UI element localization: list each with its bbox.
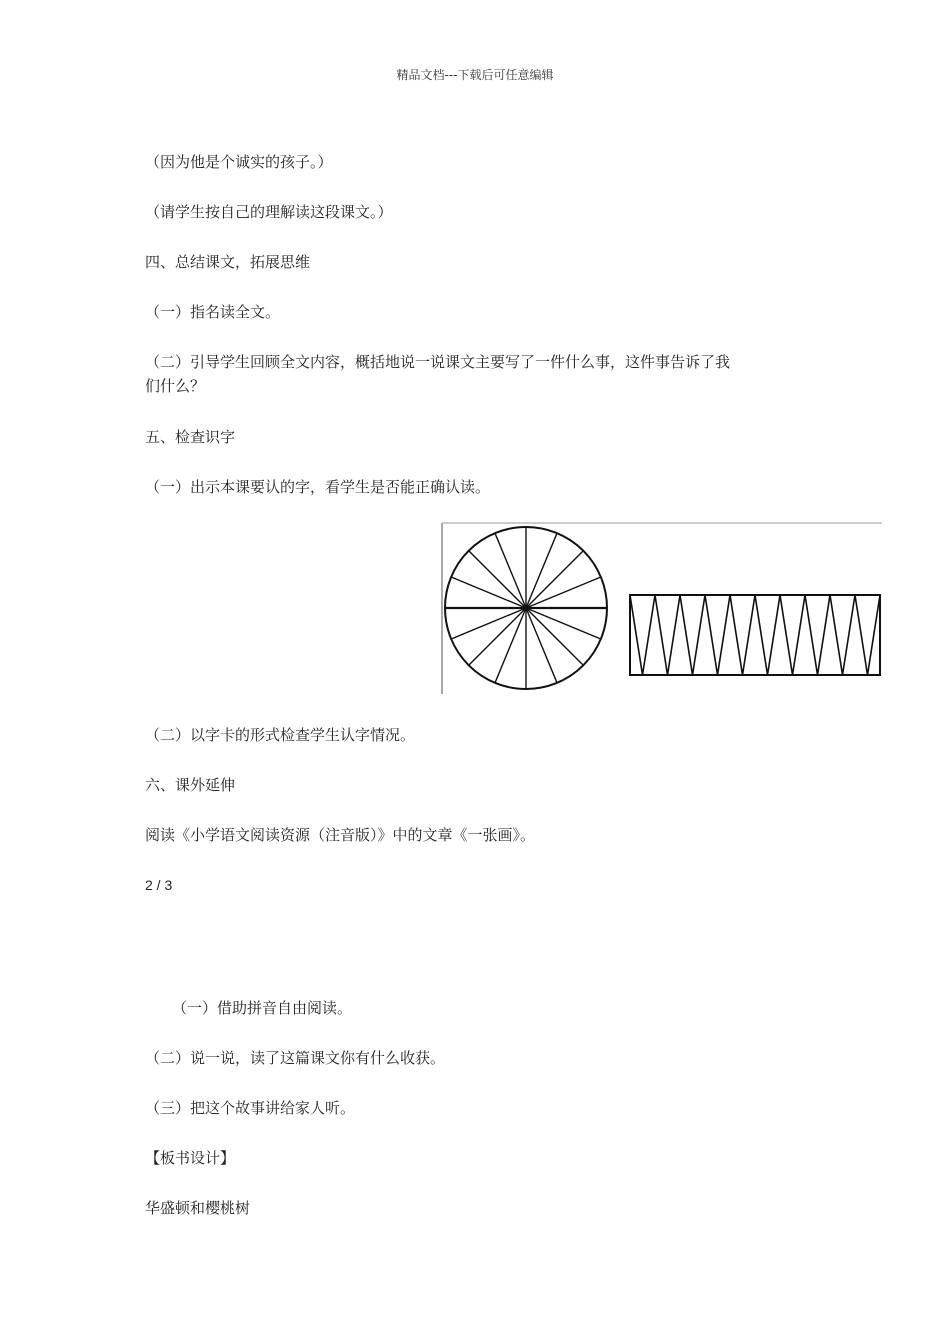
figure-svg bbox=[440, 520, 885, 696]
text-line: （请学生按自己的理解读这段课文。） bbox=[145, 203, 393, 221]
section-heading: 四、总结课文，拓展思维 bbox=[145, 253, 311, 271]
section-heading: 六、课外延伸 bbox=[145, 776, 236, 794]
section-heading: 【板书设计】 bbox=[145, 1149, 236, 1167]
text-line: （二）说一说，读了这篇课文你有什么收获。 bbox=[145, 1049, 446, 1067]
wheel-spoke bbox=[469, 608, 526, 665]
text-line: （二）引导学生回顾全文内容，概括地说一说课文主要写了一件什么事，这件事告诉了我 bbox=[145, 353, 731, 371]
zigzag-frame bbox=[630, 595, 880, 675]
text-line: （三）把这个故事讲给家人听。 bbox=[145, 1099, 356, 1117]
wheel-spoke bbox=[526, 608, 583, 665]
section-heading: 五、检查识字 bbox=[145, 428, 236, 446]
page-number: 2 / 3 bbox=[145, 877, 173, 893]
text-line: （一）出示本课要认的字，看学生是否能正确认读。 bbox=[145, 478, 491, 496]
zigzag-rectangle bbox=[630, 595, 880, 675]
text-line: 阅读《小学语文阅读资源（注音版）》中的文章《一张画》。 bbox=[145, 826, 536, 844]
text-line: （因为他是个诚实的孩子。） bbox=[145, 153, 333, 171]
text-line: （一）借助拼音自由阅读。 bbox=[172, 999, 353, 1017]
page-header: 精品文档---下载后可任意编辑 bbox=[396, 68, 554, 82]
geometric-figure bbox=[440, 520, 885, 696]
text-line: （二）以字卡的形式检查学生认字情况。 bbox=[145, 726, 416, 744]
wheel-spoke bbox=[469, 551, 526, 608]
text-line: （一）指名读全文。 bbox=[145, 303, 281, 321]
wheel-spoke bbox=[526, 551, 583, 608]
spoked-wheel bbox=[445, 527, 607, 689]
board-title: 华盛顿和樱桃树 bbox=[145, 1199, 251, 1217]
text-line: 们什么？ bbox=[145, 377, 206, 395]
zigzag-line bbox=[630, 595, 880, 675]
